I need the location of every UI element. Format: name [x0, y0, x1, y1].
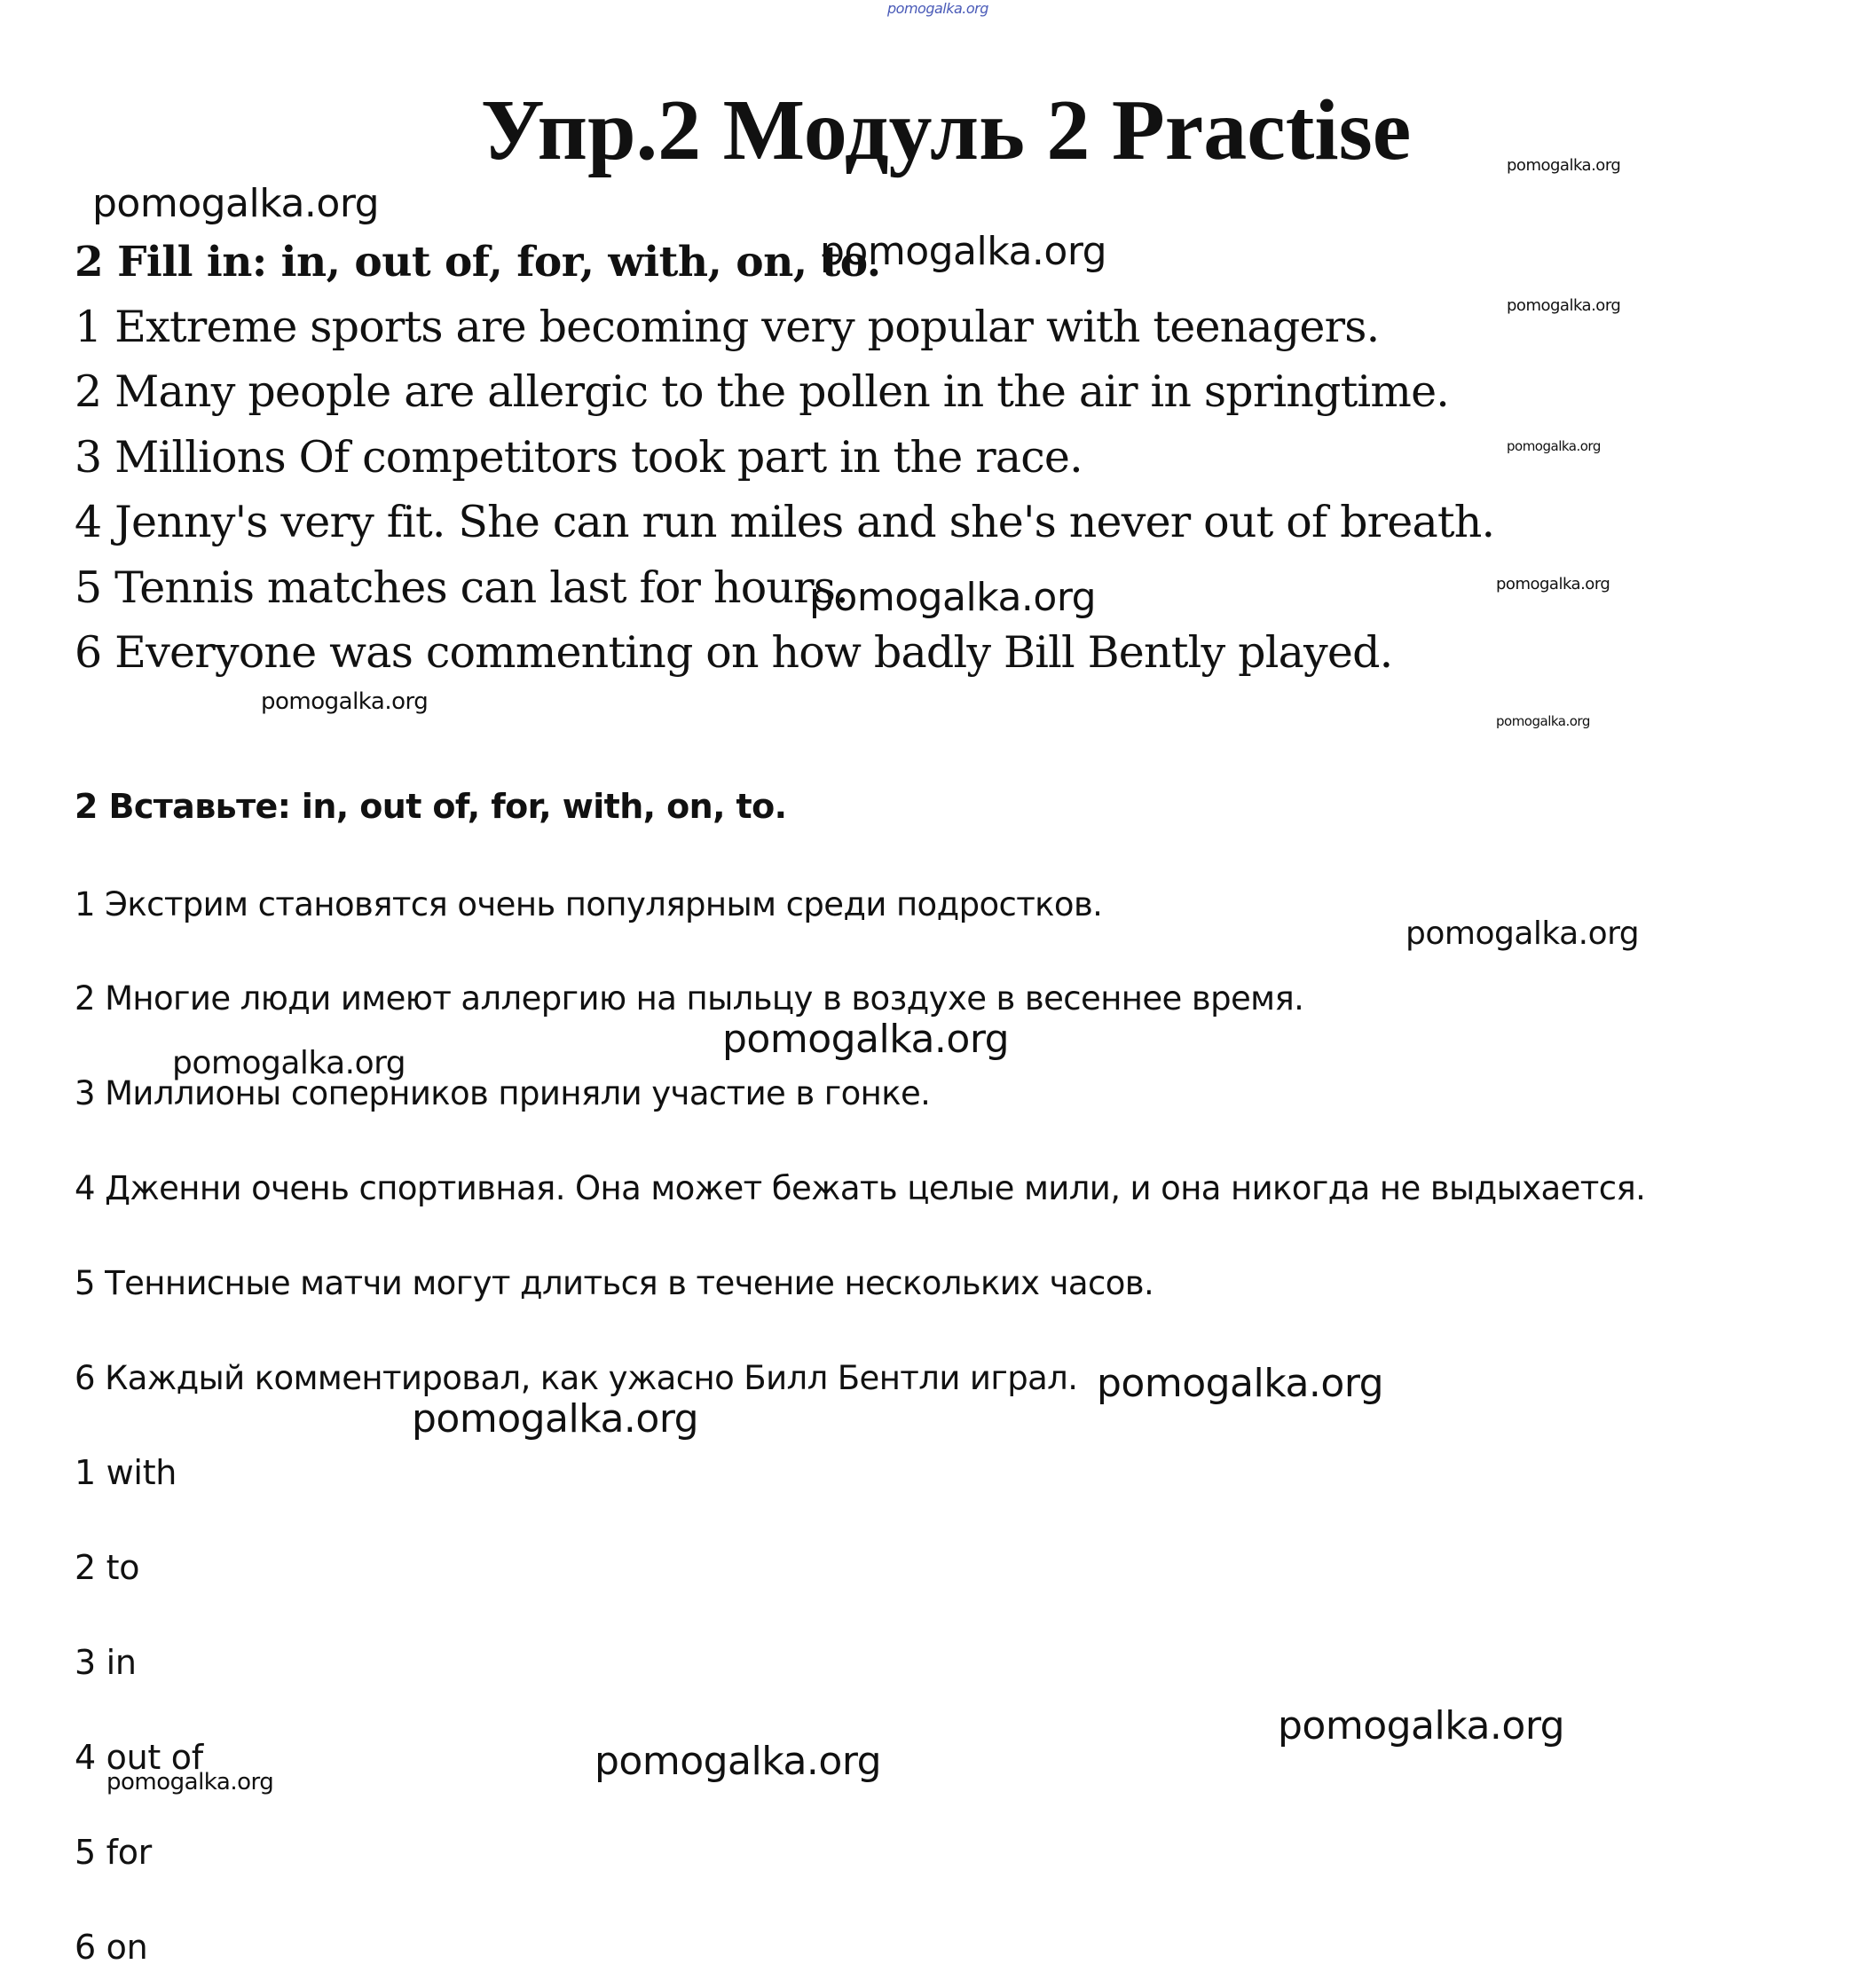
watermark: pomogalka.org — [1507, 438, 1601, 454]
watermark: pomogalka.org — [594, 1739, 882, 1784]
watermark: pomogalka.org — [92, 181, 380, 226]
translation-sentence: 2 Многие люди имеют аллергию на пыльцу в воздухе в весеннее время. — [75, 979, 1304, 1018]
watermark-top: pomogalka.org — [887, 0, 988, 17]
answer-item: 5 for — [75, 1833, 153, 1872]
answer-item: 3 in — [75, 1643, 137, 1682]
watermark: pomogalka.org — [1278, 1703, 1565, 1748]
watermark: pomogalka.org — [1496, 575, 1610, 593]
task-heading: 2 Fill in: in, out of, for, with, on, to. — [75, 238, 881, 287]
watermark: pomogalka.org — [809, 575, 1097, 620]
translation-heading: 2 Вставьте: in, out of, for, with, on, to. — [75, 787, 787, 826]
answer-item: 1 with — [75, 1453, 177, 1492]
task-sentence: 6 Everyone was commenting on how badly Bill Bently played. — [75, 627, 1393, 678]
answer-item: 4 out of — [75, 1738, 203, 1777]
task-sentence: 4 Jenny's very fit. She can run miles and she's never out of breath. — [75, 497, 1495, 547]
task-sentence: 1 Extreme sports are becoming very popular with teenagers. — [75, 302, 1380, 352]
task-sentence: 5 Tennis matches can last for hours. — [75, 562, 848, 613]
answer-item: 2 to — [75, 1548, 140, 1587]
task-sentence: 2 Many people are allergic to the pollen in the air in springtime. — [75, 366, 1450, 417]
watermark: pomogalka.org — [1507, 296, 1621, 315]
translation-sentence: 3 Миллионы соперников приняли участие в гонке. — [75, 1074, 931, 1112]
watermark: pomogalka.org — [1097, 1361, 1384, 1406]
answer-item: 6 on — [75, 1928, 148, 1967]
watermark: pomogalka.org — [1496, 713, 1590, 729]
watermark: pomogalka.org — [820, 229, 1107, 274]
watermark: pomogalka.org — [106, 1769, 274, 1795]
watermark: pomogalka.org — [1507, 156, 1621, 175]
watermark: pomogalka.org — [1406, 915, 1640, 952]
watermark: pomogalka.org — [412, 1396, 699, 1442]
watermark: pomogalka.org — [261, 688, 429, 715]
watermark: pomogalka.org — [722, 1017, 1010, 1062]
page-title: Упр.2 Модуль 2 Practise — [480, 83, 1412, 178]
translation-sentence: 4 Дженни очень спортивная. Она может бежать целые мили, и она никогда не выдыхается. — [75, 1169, 1646, 1207]
watermark: pomogalka.org — [172, 1045, 406, 1081]
translation-sentence: 1 Экстрим становятся очень популярным среди подростков. — [75, 885, 1103, 923]
translation-sentence: 6 Каждый комментировал, как ужасно Билл Бентли играл. — [75, 1359, 1078, 1397]
translation-sentence: 5 Теннисные матчи могут длиться в течение нескольких часов. — [75, 1264, 1154, 1302]
task-sentence: 3 Millions Of competitors took part in the race. — [75, 432, 1083, 483]
